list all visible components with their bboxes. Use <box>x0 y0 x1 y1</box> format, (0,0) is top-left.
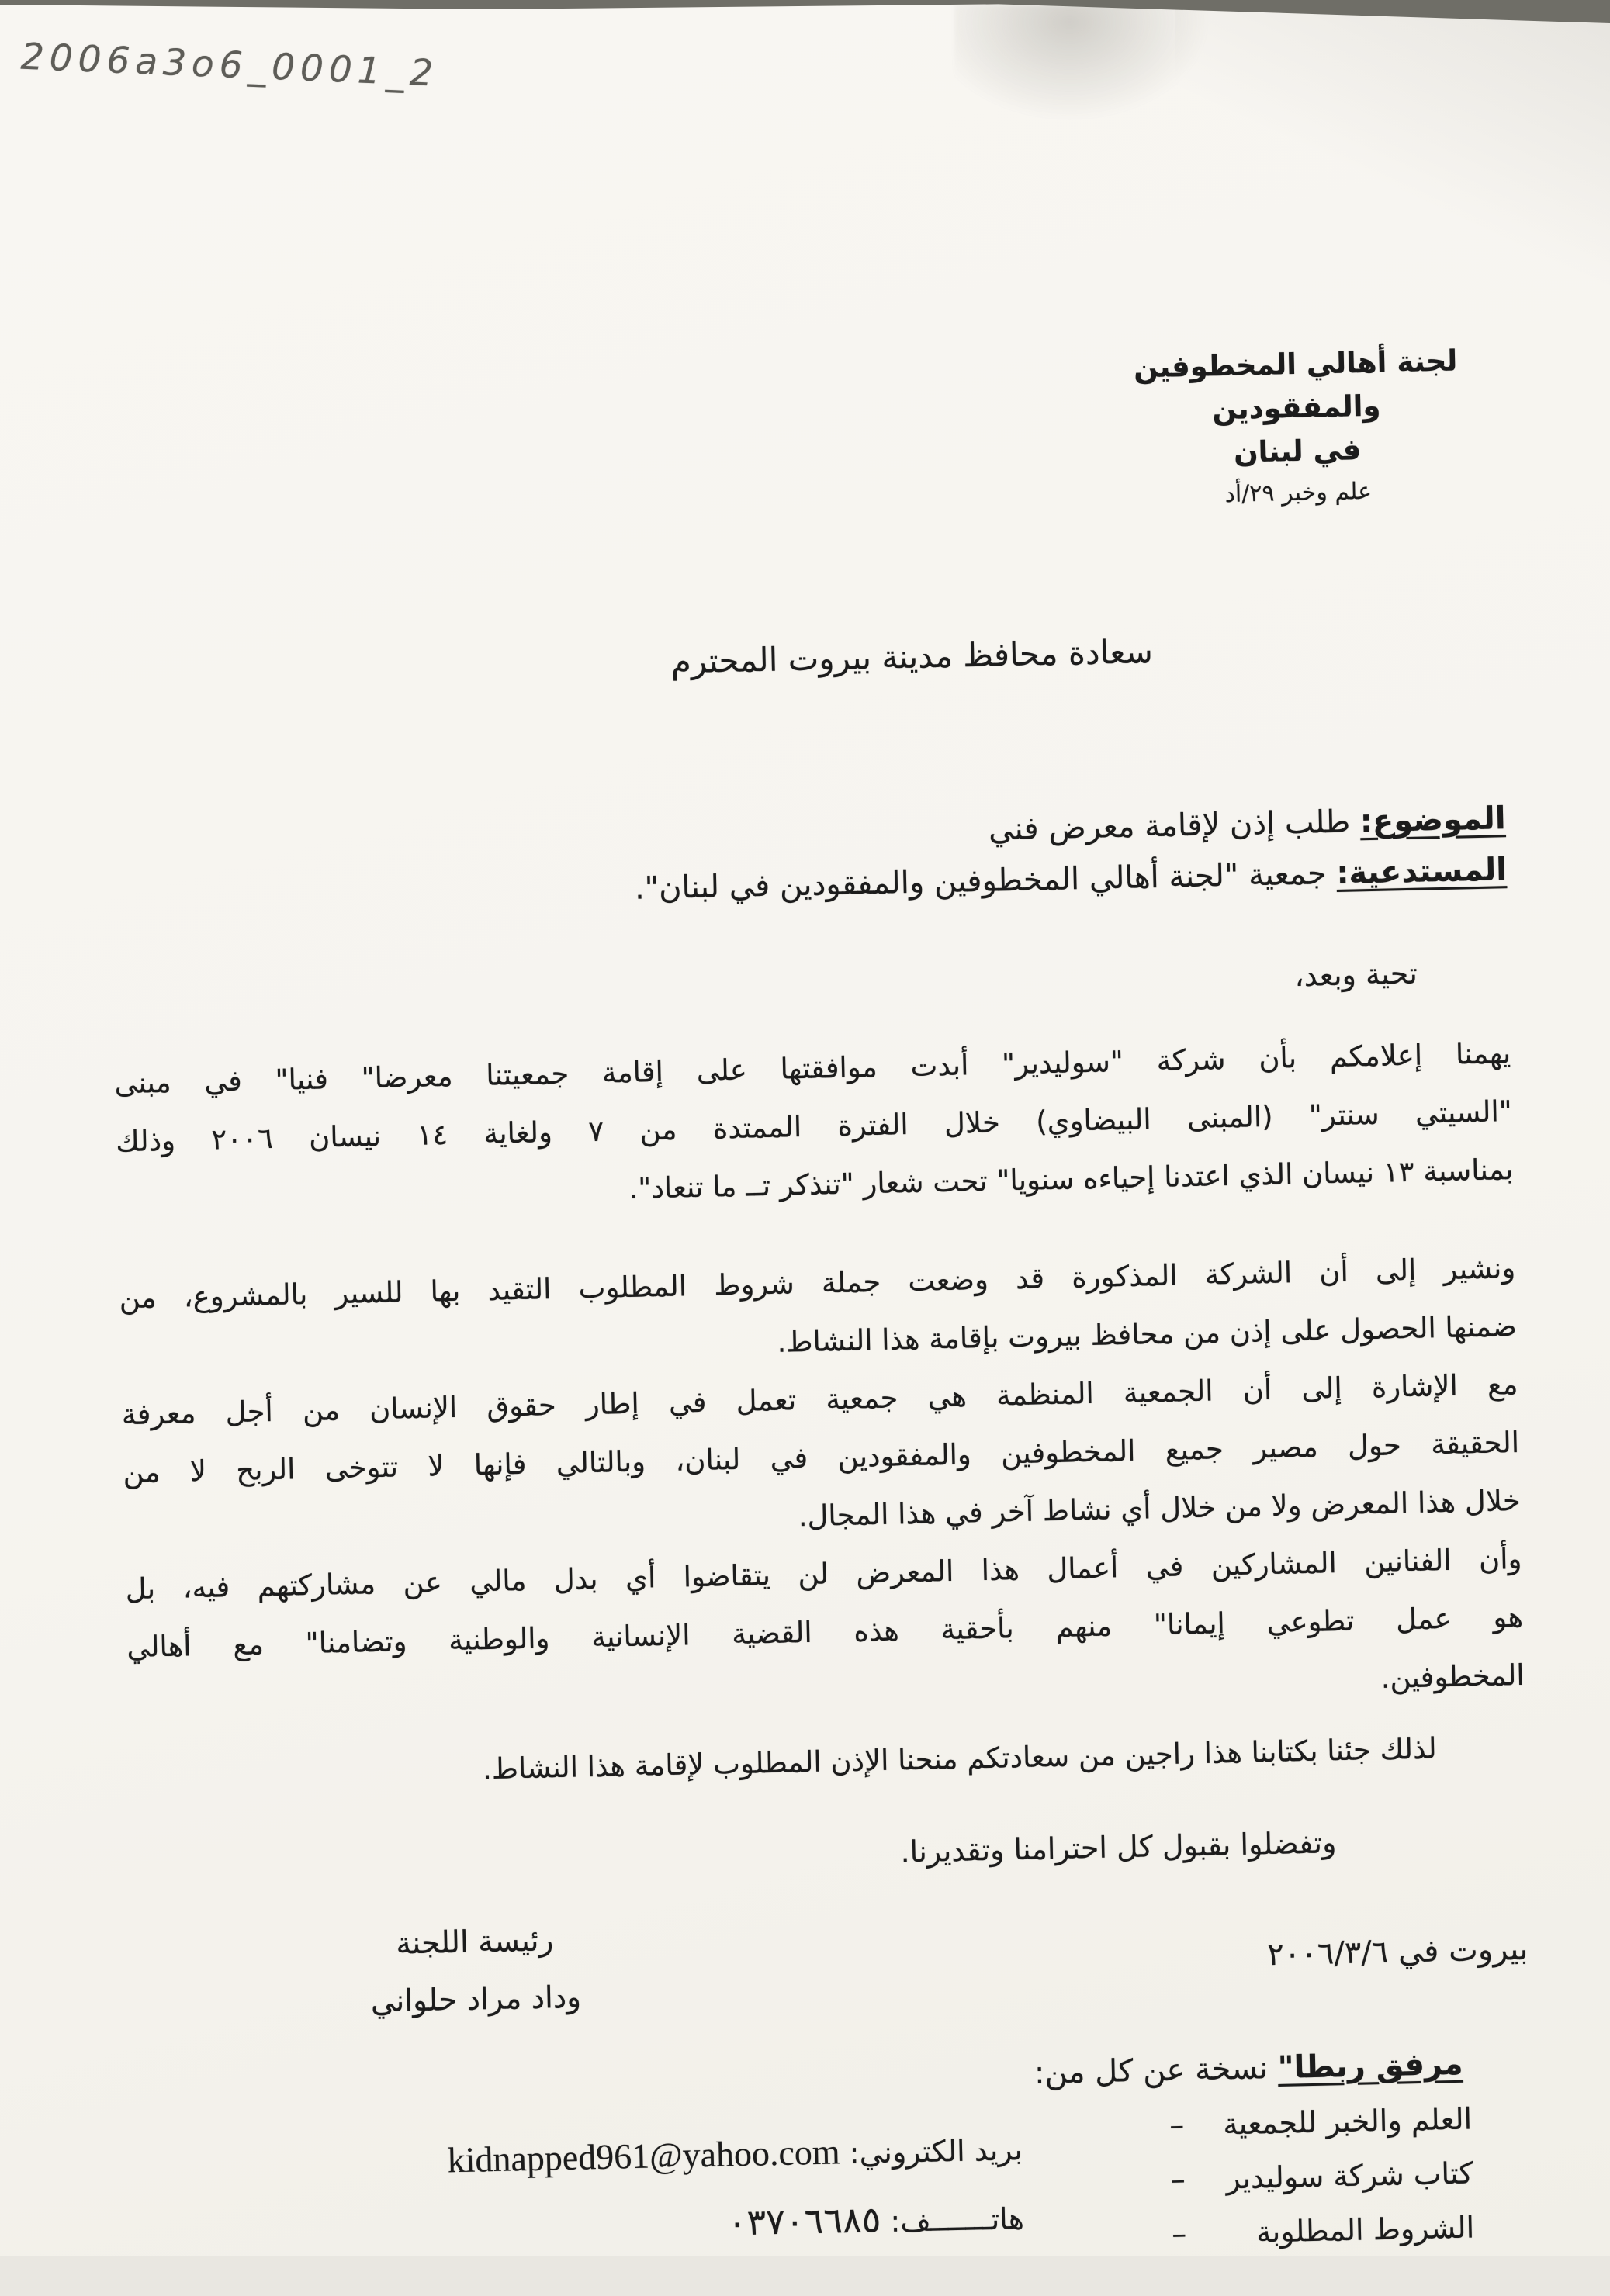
signature-block <box>311 1910 639 2032</box>
subject-block <box>633 793 1508 914</box>
phone-line <box>727 2195 1024 2243</box>
addressee-line: سعادة محافظ مدينة بيروت المحترم <box>670 632 1154 681</box>
attachments-list <box>1162 2102 1475 2272</box>
signature-title: رئيسة اللجنة <box>395 1923 554 1962</box>
attachment-text: العلم والخبر للجمعية <box>1222 2101 1473 2142</box>
phone-number: ٠٣٧٠٦٦٨٥ <box>727 2198 881 2244</box>
email-line <box>447 2127 1023 2180</box>
body-line: الحقيقة حول مصير جميع المخطوفين والمفقودين في لبنان، وبالتالي فإنها لا تتوخى الربح لا من <box>123 1425 1520 1490</box>
attachment-item <box>1162 2156 1473 2197</box>
body-line: مع الإشارة إلى أن الجمعية المنظمة هي جمعية تعمل في إطار حقوق الإنسان من أجل معرفة <box>121 1368 1518 1432</box>
attachments-label: مرفق ربطا" <box>1277 2045 1464 2086</box>
dash-bullet-icon: – <box>1169 2108 1185 2143</box>
email-address: kidnapped961@yahoo.com <box>447 2132 841 2180</box>
attachments-heading <box>1034 2046 1463 2091</box>
email-label: بريد الكتروني: <box>840 2132 1023 2171</box>
salutation: تحية وبعد، <box>1293 956 1418 994</box>
body-line: ضمنها الحصول على إذن من محافظ بيروت بإقامة هذا النشاط. <box>777 1309 1518 1359</box>
body-line: هو عمل تطوعي إيمانا" منهم بأحقية هذه القضية الإنسانية والوطنية وتضامنا" مع أهالي <box>126 1599 1524 1665</box>
subject-text: طلب إذن لإقامة معرض فني <box>988 804 1361 848</box>
attachment-text: الشروط المطلوبة <box>1255 2210 1475 2249</box>
letter-body <box>114 1024 1525 1734</box>
handwritten-archive-number: 2006a3o6_0001_2 <box>19 35 440 95</box>
attachments-intro: نسخة عن كل من: <box>1034 2049 1279 2091</box>
applicant-text: جمعية "لجنة أهالي المخطوفين والمفقودين في لبنان". <box>634 855 1337 907</box>
date-line: بيروت في ٢٠٠٦/٣/٦ <box>1266 1931 1529 1973</box>
dash-bullet-icon: – <box>1170 2162 1186 2197</box>
body-line: "السيتي سنتر" (المبنى البيضاوي) خلال الفترة الممتدة من ٧ ولغاية ١٤ نيسان ٢٠٠٦ وذلك <box>115 1094 1513 1159</box>
attachment-text: كتاب شركة سوليدير <box>1225 2156 1474 2196</box>
closing-courtesy-line: وتفضلوا بقبول كل احترامنا وتقديرنا. <box>900 1825 1337 1869</box>
attachment-item <box>1162 2102 1473 2143</box>
body-line: وأن الفنانين المشاركين في أعمال هذا المعرض لن يتقاضوا أي بدل مالي عن مشاركتهم فيه، بل <box>125 1541 1522 1606</box>
org-registration-number: علم وخبر ٢٩/أد <box>1224 477 1373 508</box>
phone-label: هاتـــــــف: <box>880 2201 1025 2239</box>
applicant-label: المستدعية: <box>1335 852 1508 891</box>
body-line: ونشير إلى أن الشركة المذكورة قد وضعت جملة شروط المطلوب التقيد بها للسير بالمشروع، من <box>119 1251 1516 1316</box>
org-name-line1: لجنة أهالي المخطوفين والمفقودين <box>1133 344 1458 427</box>
org-name-line2: في لبنان <box>1233 433 1362 469</box>
signature-name: وداد مراد حلواني <box>370 1980 582 2020</box>
body-line: خلال هذا المعرض ولا من خلال أي نشاط آخر في هذا المجال. <box>798 1483 1522 1534</box>
letterhead <box>1089 338 1504 518</box>
body-line: المخطوفين. <box>1380 1658 1525 1695</box>
subject-label: الموضوع: <box>1359 800 1507 840</box>
dash-bullet-icon: – <box>1171 2216 1187 2251</box>
body-line: يهمنا إعلامكم بأن شركة "سوليدير" أبدت موافقتها على إقامة جمعيتنا معرضا" فنيا" في مبنى <box>114 1036 1511 1101</box>
attachment-item <box>1164 2211 1475 2252</box>
request-line: لذلك جئنا بكتابنا هذا راجين من سعادتكم منحنا الإذن المطلوب لإقامة هذا النشاط. <box>482 1731 1438 1786</box>
body-line: بمناسبة ١٣ نيسان الذي اعتدنا إحياءه سنويا" تحت شعار "تنذكر تــ ما تنعاد". <box>628 1153 1514 1205</box>
